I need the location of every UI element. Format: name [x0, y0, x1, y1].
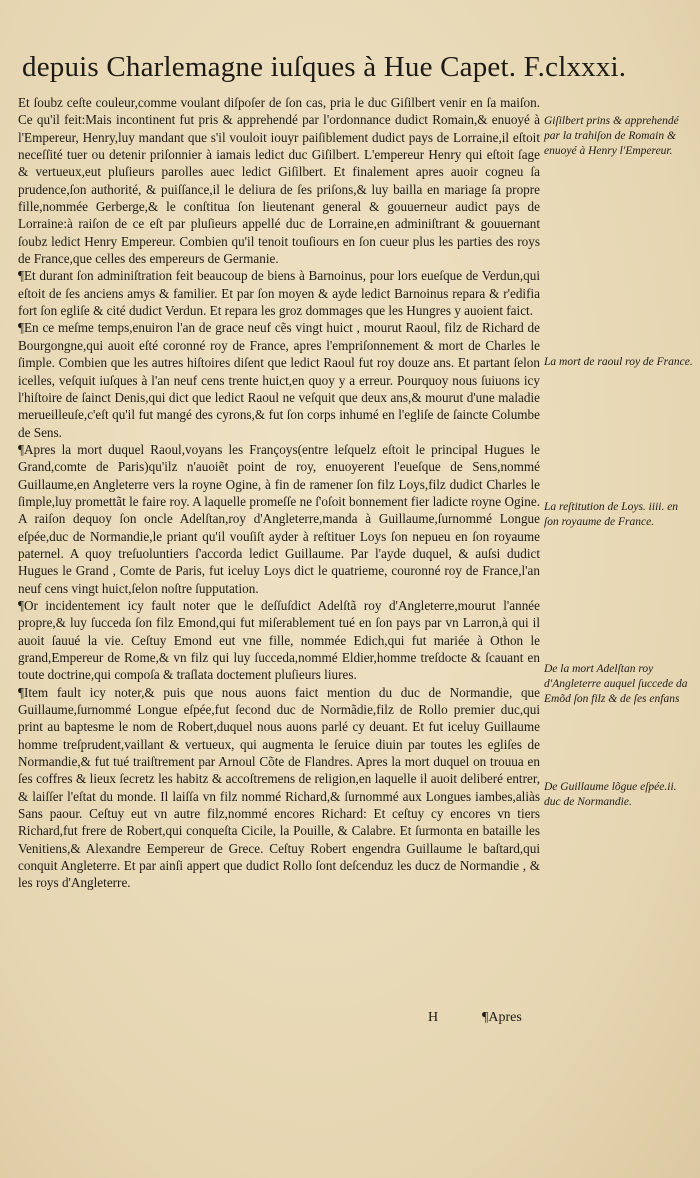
paragraph-6: ¶Item fault icy noter,& puis que nous auons faict mention du duc de Normandie, que Guillaume,ſurnommé Longue eſpée,fut ſecond duc de Normãdie,filz de Rollo premier duc,qui print au baptesme le nom de Robert,duquel nous auons parlé cy deuant. Et fut iceluy Guillaume homme treſprudent,vaillant & vertueux, qui augmenta le ſeruice diuin par toutes les egliſes de Normandie,& fut tué traiſtrement par Arnoul Cõte de Flandres. Apres la mort duquel on trouua en ſes coffres & lieux ſecretz les habitz & accoſtremens de religion,en laquelle il auoit deliberé entrer, & laiſſer l'eſtat du monde. Il laiſſa vn filz nommé Richard,& ſurnommé aux Longues iambes,aliàs Sans paour. Ceſtuy eut vn autre filz,nommé encores Richard: Et ceſtuy cy encores vn tiers Richard,fut frere de Robert,qui conqueſta Cicile, la Pouille, & Calabre. Et ſurmonta en bataille les Venitiens,& Alexandre Eempereur de Grece. Ceſtuy Robert engendra Guillaume le baſtard,qui conquit Angleterre. Et par ainſi appert que dudict Rollo ſont deſcenduz les ducz de Normandie , & les roys d'Angleterre. [18, 684, 540, 891]
margin-note-gisilbert: Giſilbert prins & apprehendé par la trahiſon de Romain & enuoyé à Henry l'Empereur. [544, 115, 679, 157]
signature-mark: H [428, 1010, 439, 1025]
paragraph-2: ¶Et durant ſon adminiſtration feit beaucoup de biens à Barnoinus, pour lors eueſque de Verdun,qui eſtoit de ſes anciens amys & familier. Et par ſon moyen & ayde ledict Barnoinus repara & r'edifia fort ſon egliſe & cité dudict Verdun. Et repara les groz dommages que les Hungres y auoient faict. [18, 268, 540, 319]
paragraph-3: ¶En ce meſme temps,enuiron l'an de grace neuf cẽs vingt huict , mourut Raoul, filz de Richard de Bourgongne,qui auoit eſté coronné roy de France, apres l'empriſonnement & mort de Charles le ſimple. Combien que les autres hiſtoires diſent que ledict Raoul fut roy douze ans. Et partant ſelon icelles, veſquit iuſques à l'an neuf cens trente huict,en quoy y a erreur. Pourquoy nous ſuiuons icy l'hiſtoire de ſainct Denis,qui dict que ledict Raoul ne veſquit que deux ans,& mourut d'une maladie merueilleuſe,c'eſt qu'il fut mangé des cyrons,& fut ſon corps inhumé en l'egliſe de ſaincte Columbe de Sens. [18, 320, 540, 440]
margin-note-loys: La reſtitution de Loys. iiii. en ſon royaume de France. [544, 501, 679, 528]
running-header: depuis Charlemagne iuſques à Hue Capet. F.clxxxi. [22, 51, 627, 83]
paragraph-5: ¶Or incidentement icy fault noter que le deſſuſdict Adelſtã roy d'Angleterre,mourut l'année propre,& luy ſucceda ſon filz Emond,qui fut miſerablement tué en ſon pays par vn Larron,à qui il auoit ſauué la vie. Ceſtuy Emond eut vne fille, nommée Edich,qui fut mariée à Othon le grand,Empereur de Rome,& vn filz qui luy ſucceda,nommé Eldier,homme treſdocte & ſcauant en toute doctrine,qui compoſa & traſlata doctement pluſieurs liures. [18, 597, 540, 683]
margin-note-raoul: La mort de raoul roy de France. [544, 356, 693, 368]
margin-note-adelstan: De la mort Adelſtan roy d'Angleterre auquel ſuccede da Emõd ſon filz & de ſes enfans [544, 663, 688, 705]
paragraph-4: ¶Apres la mort duquel Raoul,voyans les Françoys(entre leſquelz eſtoit le principal Hugues le Grand,comte de Paris)qu'ilz n'auoiẽt point de roy, enuoyerent l'eueſque de Sens,nommé Guillaume,en Angleterre vers la royne Ogine, à fin de ramener ſon filz Loys,filz dudict Charles le ſimple,luy promettãt le faire roy. A laquelle promeſſe ne ſ'oſoit bonnement fier ladicte royne Ogine. A raiſon dequoy ſon oncle Adelſtan,roy d'Angleterre,manda à Guillaume,ſurnommé Longue eſpée,duc de Normandie,le priant qu'il vouſiſt ayder à reſtituer Loys ſon nepueu en ſon royaume paternel. A quoy treſuoluntiers ſ'accorda ledict Guillaume. Par l'ayde duquel, & auſsi dudict Hugues le Grand , Comte de Paris, fut iceluy Loys dict le quatrieme, couronné roy de France,l'an neuf cens vingt huict,ſelon noſtre ſupputation. [18, 441, 540, 596]
main-text-column [18, 94, 540, 892]
margin-note-guillaume: De Guillaume lõgue eſpée.ii. duc de Normandie. [544, 781, 677, 808]
catchword: ¶Apres [482, 1010, 522, 1025]
paragraph-1: Et ſoubz ceſte couleur,comme voulant diſpoſer de ſon cas, pria le duc Giſilbert venir en ſa maiſon. Ce qu'il feit:Mais incontinent fut pris & apprehendé par l'ordonnance dudict Romain,& enuoyé à l'Empereur, Henry,luy mandant que s'il vouloit iouyr paiſiblement dudict pays de Lorraine,il eſtoit neceſſité tuer ou detenir priſonnier à iamais ledict duc Giſilbert. L'empereur Henry qui eſtoit ſage & vertueux,eut pluſieurs parolles auec ledict Giſilbert. Et finalement apres auoir cogneu ſa prudence,ſon authorité, & puiſſance,il le deliura de ſes priſons,& luy bailla en mariage ſa propre fille,nommée Gerberge,& le conſtitua ſon lieutenant general & gouuerneur audict pays de Lorraine:à raiſon de ce eſt par pluſieurs appellé duc de Lorraine,en adminiſtrant & gouuernant ſoubz ledict Henry Empereur. Combien qu'il tenoit touſiours en ſon cueur plus les parties des roys de France,que celles des empereurs de Germanie. [18, 95, 540, 267]
